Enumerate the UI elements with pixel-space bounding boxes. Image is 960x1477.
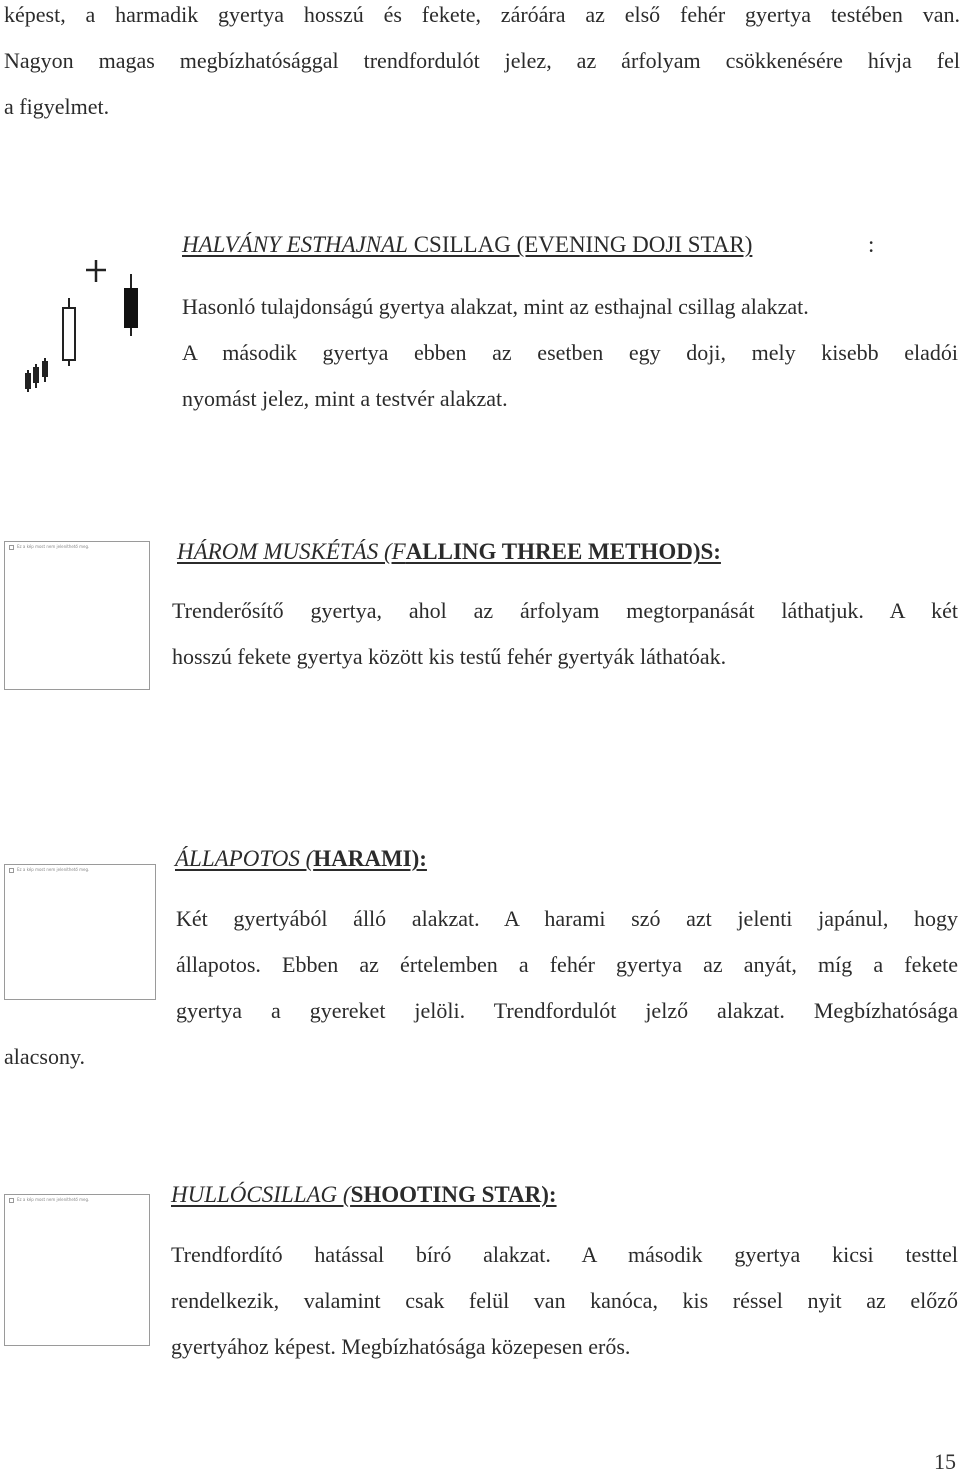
- shooting-star-line-1: Trendfordító hatással bíró alakzat. A második gyertya kicsi testtel: [171, 1242, 958, 1267]
- heading-rest: ALLING THREE METHOD)S:: [405, 539, 721, 564]
- image-placeholder-text: Ez a kép most nem jeleníthető meg.: [17, 544, 90, 549]
- heading-italic: HÁROM MUSKÉTÁS (F: [177, 539, 406, 564]
- broken-image-icon: [9, 545, 14, 550]
- evening-doji-line-2: A második gyertya ebben az esetben egy doji, mely kisebb eladói: [182, 340, 958, 365]
- evening-doji-line-1: Hasonló tulajdonságú gyertya alakzat, mint az esthajnal csillag alakzat.: [182, 294, 809, 319]
- heading-italic: ÁLLAPOTOS (: [175, 846, 314, 871]
- heading-shooting-star: [171, 1181, 557, 1209]
- image-placeholder-falling-three: [4, 541, 150, 690]
- harami-line-2: állapotos. Ebben az értelemben a fehér gyertya az anyát, míg a fekete: [176, 952, 958, 977]
- image-placeholder-shooting-star: [4, 1194, 150, 1346]
- falling-three-line-1: Trenderősítő gyertya, ahol az árfolyam megtorpanását láthatjuk. A két: [172, 598, 958, 623]
- intro-line-3: a figyelmet.: [4, 94, 110, 119]
- evening-doji-line-3: nyomást jelez, mint a testvér alakzat.: [182, 386, 508, 411]
- image-placeholder-text: Ez a kép most nem jeleníthető meg.: [17, 867, 90, 872]
- broken-image-icon: [9, 1198, 14, 1203]
- harami-line-3: gyertya a gyereket jelöli. Trendfordulót jelző alakzat. Megbízhatósága: [176, 998, 958, 1023]
- heading-rest: CSILLAG (EVENING DOJI STAR): [407, 232, 753, 257]
- broken-image-icon: [9, 868, 14, 873]
- shooting-star-line-2: rendelkezik, valamint csak felül van kanóca, kis réssel nyit az előző: [171, 1288, 958, 1313]
- heading-italic: HALVÁNY ESTHAJNAL: [182, 232, 408, 257]
- candlestick-pattern-icon: [18, 252, 148, 402]
- image-placeholder-harami: [4, 864, 156, 1000]
- heading-falling-three-methods: [177, 538, 721, 566]
- heading-evening-doji-star: [182, 231, 752, 259]
- harami-line-4: alacsony.: [4, 1044, 86, 1069]
- intro-line-1: képest, a harmadik gyertya hosszú és fekete, záróára az első fehér gyertya testében van.: [4, 2, 960, 27]
- shooting-star-line-3: gyertyához képest. Megbízhatósága közepesen erős.: [171, 1334, 631, 1359]
- falling-three-line-2: hosszú fekete gyertya között kis testű fehér gyertyák láthatóak.: [172, 644, 727, 669]
- intro-line-2: Nagyon magas megbízhatósággal trendfordulót jelez, az árfolyam csökkenésére hívja fel: [4, 48, 960, 73]
- heading-harami: [175, 845, 427, 873]
- harami-line-1: Két gyertyából álló alakzat. A harami szó azt jelenti japánul, hogy: [176, 906, 958, 931]
- image-placeholder-text: Ez a kép most nem jeleníthető meg.: [17, 1197, 90, 1202]
- heading-italic: HULLÓCSILLAG (: [171, 1182, 351, 1207]
- page-number: 15: [934, 1449, 956, 1474]
- heading-colon: :: [868, 232, 875, 257]
- heading-rest: SHOOTING STAR):: [350, 1182, 557, 1207]
- heading-rest: HARAMI):: [313, 846, 427, 871]
